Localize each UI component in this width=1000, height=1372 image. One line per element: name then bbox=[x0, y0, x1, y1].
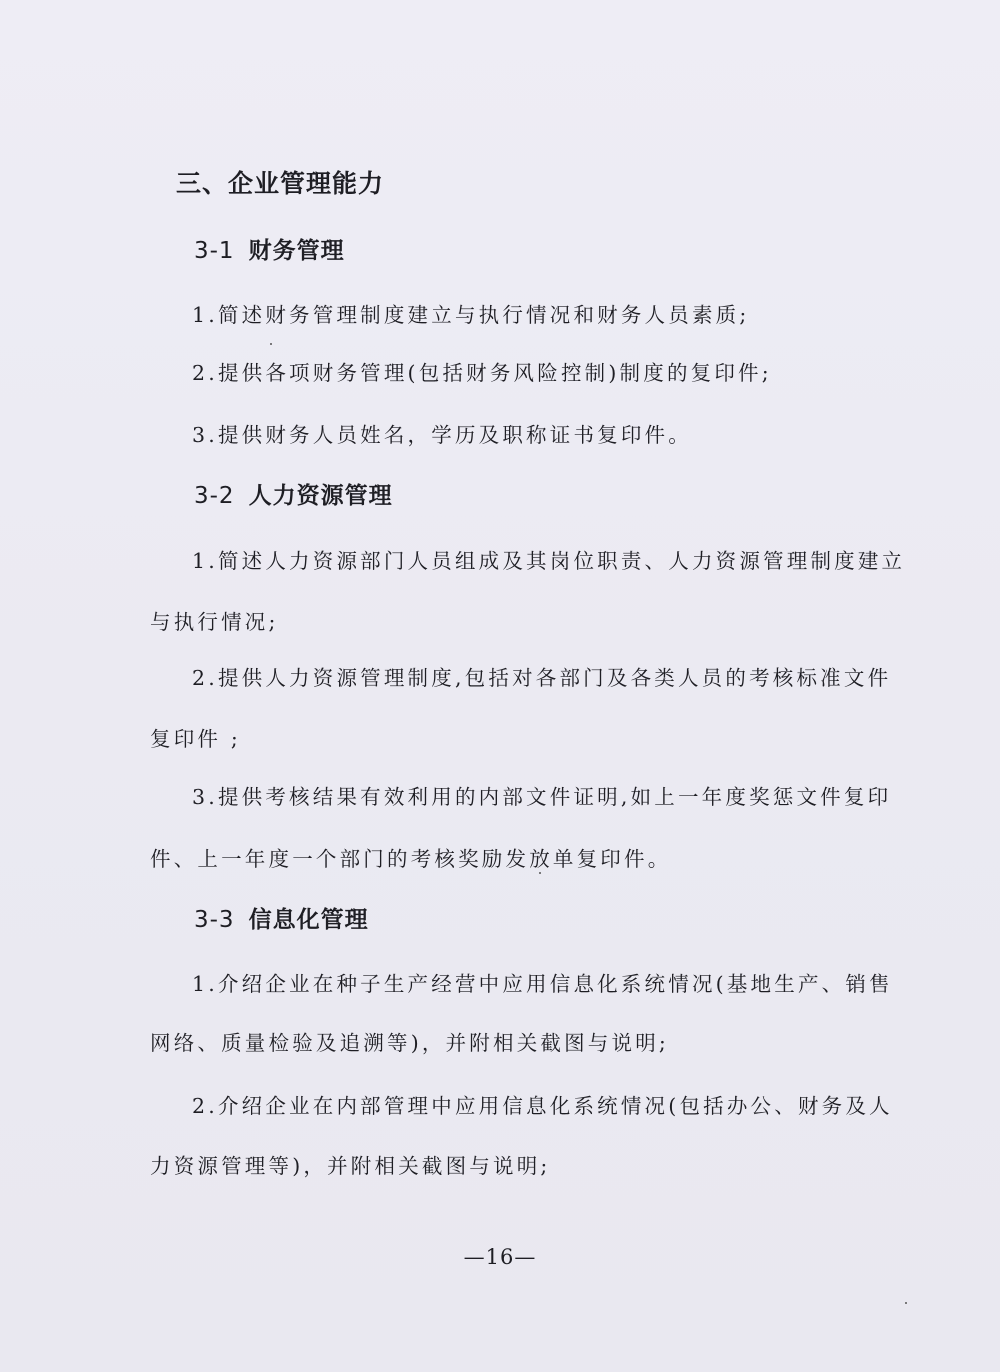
subsection-number: 3-2 bbox=[194, 483, 235, 509]
paragraph-line: 件、上一年度一个部门的考核奖励发放单复印件。 bbox=[150, 847, 672, 871]
paragraph-line: 网络、质量检验及追溯等)，并附相关截图与说明; bbox=[150, 1031, 670, 1055]
paragraph-line: 与执行情况; bbox=[150, 610, 279, 634]
section-heading: 三、企业管理能力 bbox=[176, 169, 385, 198]
scan-speck bbox=[539, 872, 541, 874]
subsection-heading-it bbox=[194, 901, 369, 934]
paragraph-line: 2.提供人力资源管理制度,包括对各部门及各类人员的考核标准文件 bbox=[192, 666, 892, 690]
paragraph-line: 3.提供考核结果有效利用的内部文件证明,如上一年度奖惩文件复印 bbox=[192, 785, 892, 809]
subsection-title: 财务管理 bbox=[248, 238, 345, 264]
paragraph-line: 2.介绍企业在内部管理中应用信息化系统情况(包括办公、财务及人 bbox=[192, 1094, 893, 1118]
paragraph-line: 2.提供各项财务管理(包括财务风险控制)制度的复印件; bbox=[192, 361, 772, 385]
paragraph-line: 1.介绍企业在种子生产经营中应用信息化系统情况(基地生产、销售 bbox=[192, 972, 893, 996]
subsection-title: 人力资源管理 bbox=[248, 483, 393, 509]
page-number: —16— bbox=[463, 1245, 537, 1269]
paragraph-line: 1.简述财务管理制度建立与执行情况和财务人员素质; bbox=[192, 303, 750, 327]
paragraph-line: 复印件 ; bbox=[150, 727, 241, 751]
scan-speck bbox=[270, 343, 272, 345]
subsection-title: 信息化管理 bbox=[248, 907, 369, 933]
paragraph-line: 1.简述人力资源部门人员组成及其岗位职责、人力资源管理制度建立 bbox=[192, 549, 906, 573]
subsection-heading-hr bbox=[194, 477, 393, 510]
scan-speck bbox=[905, 1302, 907, 1304]
subsection-number: 3-3 bbox=[194, 907, 235, 933]
paragraph-line: 力资源管理等)，并附相关截图与说明; bbox=[150, 1154, 551, 1178]
subsection-number: 3-1 bbox=[194, 238, 235, 264]
paragraph-line: 3.提供财务人员姓名，学历及职称证书复印件。 bbox=[192, 423, 692, 447]
subsection-heading-finance bbox=[194, 232, 345, 265]
